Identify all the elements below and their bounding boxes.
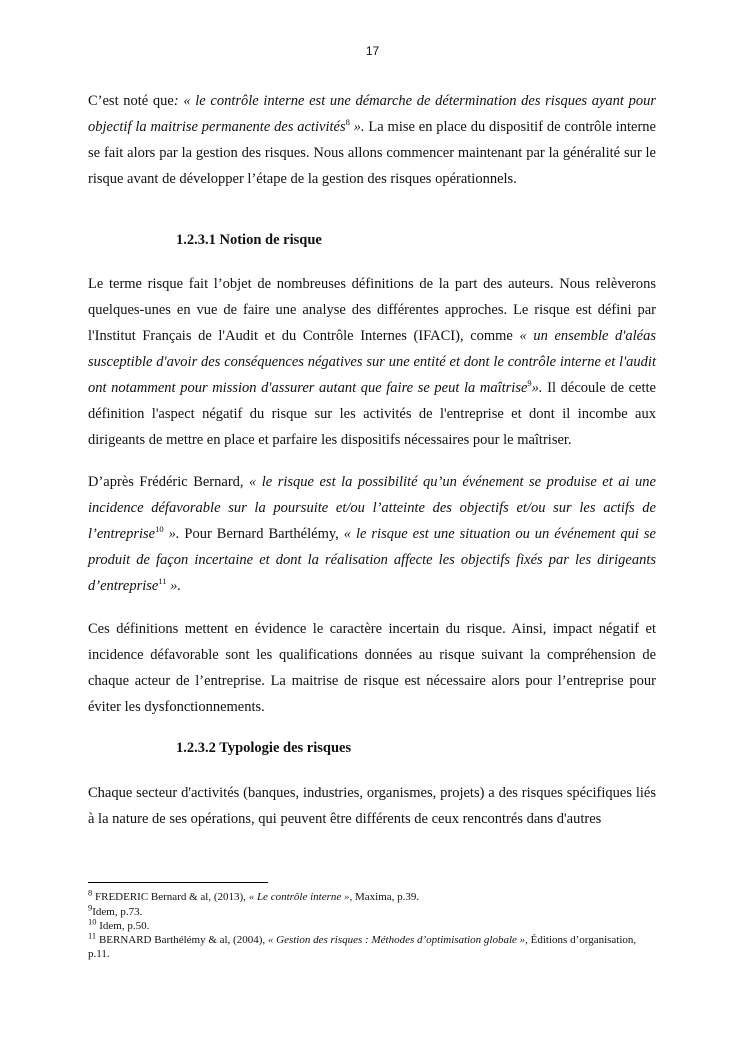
section-heading-notion-risque: 1.2.3.1 Notion de risque [176, 232, 322, 248]
quotation: ». [349, 119, 365, 135]
footnote-text: Idem, p.50. [96, 920, 150, 932]
paragraph-conclusion: Ces définitions mettent en évidence le caractère incertain du risque. Ainsi, impact négatif et incidence défavorable sont les qualifications données au risque suivant la compréhension de chaque acteur de l’entreprise. La maitrise de risque est nécessaire alors pour l’entreprise pour éviter les dysfonctionnements. [88, 621, 656, 715]
footnote-ref: 9 [527, 378, 532, 389]
quotation: ». [531, 380, 543, 396]
footnote-number: 9 [88, 902, 93, 913]
footnote-number: 8 [88, 887, 93, 898]
quotation: ». [163, 526, 180, 542]
footnote-ref: 10 [155, 524, 164, 535]
footnote-text: , Maxima, p.39. [349, 891, 420, 903]
paragraph-intro [88, 88, 656, 192]
quotation: ». [166, 578, 182, 594]
footnote-ref: 8 [345, 117, 350, 128]
section-heading-typologie: 1.2.3.2 Typologie des risques [176, 740, 352, 756]
paragraph-text: Il découle de cette définition l'aspect négatif du risque sur les activités de l'entreprise et dont il incombe aux dirigeants de mettre en place et parfaire les dispositifs nécessaires pour le maîtriser. [88, 380, 656, 448]
paragraph-authors [88, 469, 656, 599]
page-number: 17 [365, 44, 380, 58]
footnote-ref: 11 [158, 576, 167, 587]
quotation: : « le contrôle interne est une démarche de détermination des risques ayant pour objectif la maitrise permanente des activités [88, 93, 656, 135]
paragraph-typologie: Chaque secteur d'activités (banques, industries, organismes, projets) a des risques spécifiques liés à la nature de ses opérations, qui peuvent être différents de ceux rencontrés dans d'autres [88, 785, 656, 827]
paragraph-text: Pour Bernard Barthélémy, [179, 526, 344, 542]
footnote-title: « Gestion des risques : Méthodes d’optimisation globale » [267, 934, 526, 946]
paragraph-text: Le terme risque fait l’objet de nombreuses définitions de la part des auteurs. Nous relèverons quelques-unes en vue de faire une analyse des différentes approches. Le risque est défini par l'Institut Français de l'Audit et du Contrôle Internes (IFACI), comme [88, 276, 656, 344]
footnote [88, 916, 658, 934]
footnote-number: 11 [88, 930, 97, 941]
footnote-text: Idem, p.73. [92, 906, 143, 918]
footnote [88, 902, 658, 920]
paragraph-definitions [88, 271, 656, 453]
footnote [88, 930, 658, 961]
paragraph-text: D’après Frédéric Bernard, [88, 474, 250, 490]
quotation: « un ensemble d'aléas susceptible d'avoir des conséquences négatives sur une entité et dont le contrôle interne et l'audit ont notamment pour mission d'assurer autant que faire se peut la maîtrise [88, 328, 656, 396]
footnote-text: , Éditions d’organisation, p.11. [88, 934, 637, 960]
footnote-text: BERNARD Barthélémy & al, (2004), [96, 934, 268, 946]
quotation: « le risque est une situation ou un événement qui se produit de façon incertaine et dont la réalisation affecte les objectifs fixés par les dirigeants d’entreprise [88, 526, 656, 594]
footnote-text: FREDERIC Bernard & al, (2013), [92, 891, 249, 903]
footnote-title: « Le contrôle interne » [248, 891, 350, 903]
quotation: « le risque est la possibilité qu’un événement se produise et ai une incidence défavorable sur la poursuite et/ou l’atteinte des objectifs et/ou sur les actifs de l’entreprise [88, 474, 656, 542]
paragraph-text: La mise en place du dispositif de contrôle interne se fait alors par la gestion des risques. Nous allons commencer maintenant par la généralité sur le risque avant de développer l’étape de la gestion des risques opérationnels. [88, 119, 656, 187]
paragraph-text: C’est noté que [88, 93, 174, 109]
footnote-number: 10 [88, 916, 97, 927]
footnote-separator [88, 882, 268, 883]
footnote [88, 887, 658, 905]
